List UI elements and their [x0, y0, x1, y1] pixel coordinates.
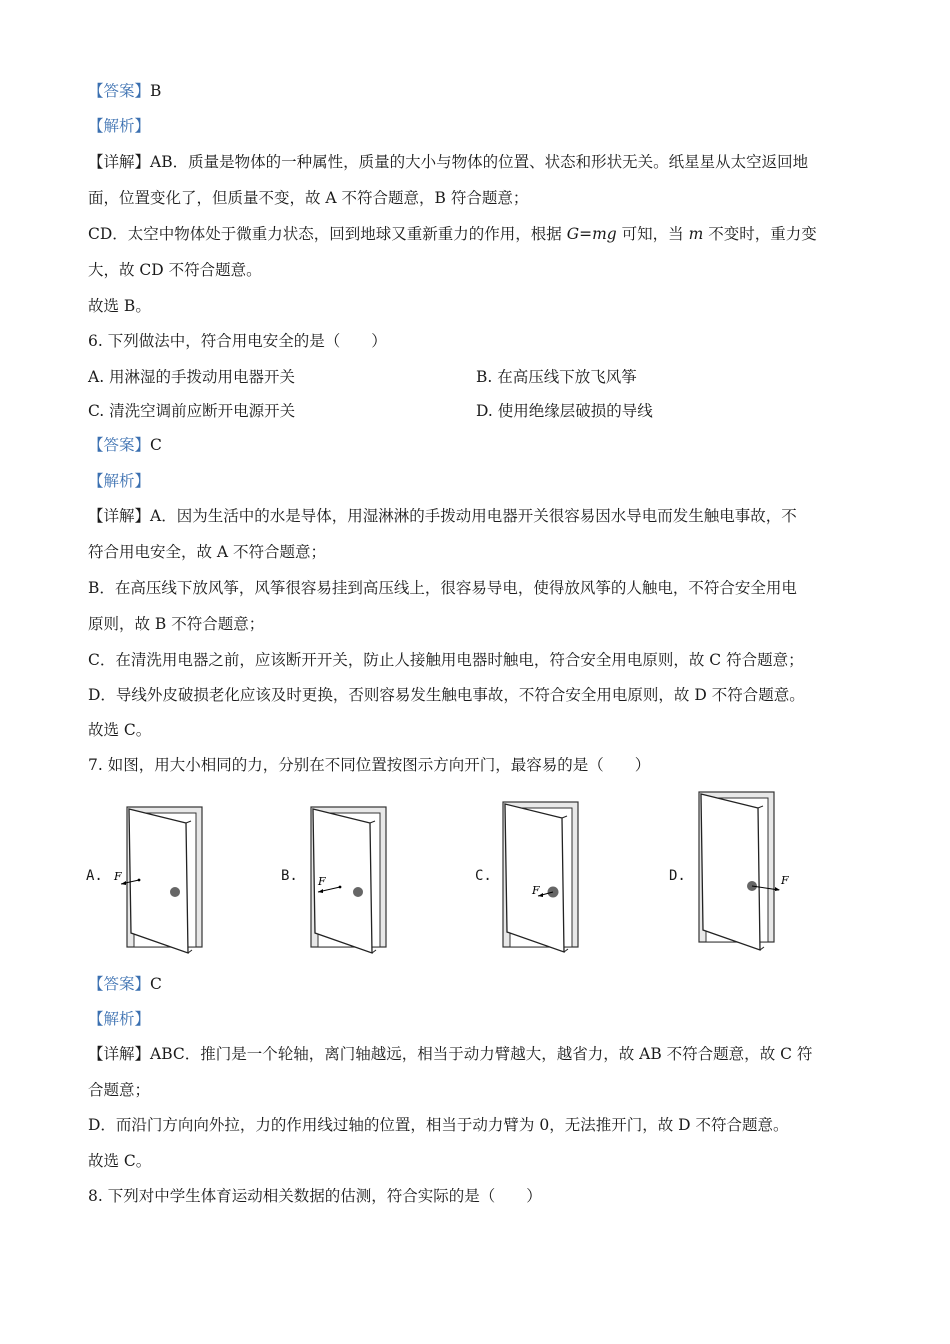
q6-detail-line-1: 【详解】A．因为生活中的水是导体，用湿淋淋的手拨动用电器开关很容易因水导电而发生触电事故，不	[88, 507, 797, 525]
q6-detail-line-2: 符合用电安全，故 A 不符合题意；	[88, 543, 327, 561]
q6-stem: 6. 下列做法中，符合用电安全的是（ ）	[88, 332, 387, 350]
door-figure-c	[484, 800, 584, 955]
q7-analysis-tag: 【解析】	[88, 1010, 151, 1028]
force-label-b: F	[318, 875, 326, 888]
q6-detail-line-6: D．导线外皮破损老化应该及时更换，否则容易发生触电事故，不符合安全用电原则，故 D 不符合题意。	[88, 686, 805, 704]
q7-detail-line-1: 【详解】ABC．推门是一个轮轴，离门轴越远，相当于动力臂越大，越省力，故 AB 不符合题意，故 C 符	[88, 1045, 813, 1063]
q6-option-d: D. 使用绝缘层破损的导线	[476, 402, 653, 420]
q6-analysis-tag: 【解析】	[88, 472, 151, 490]
q7-detail-line-2: 合题意；	[88, 1081, 151, 1099]
q5-analysis-tag: 【解析】	[88, 117, 151, 135]
q6-detail-line-5: C．在清洗用电器之前，应该断开开关，防止人接触用电器时触电，符合安全用电原则，故 C 符合题意；	[88, 651, 804, 669]
q6-detail-line-3: B．在高压线下放风筝，风筝很容易挂到高压线上，很容易导电，使得放风筝的人触电，不符合安全用电	[88, 579, 797, 597]
door-label-a: A.	[86, 868, 103, 884]
q6-conclusion: 故选 C。	[88, 721, 152, 739]
door-label-c: C.	[475, 868, 492, 884]
q5-detail-line-4: 大，故 CD 不符合题意。	[88, 261, 262, 279]
q6-option-b: B. 在高压线下放飞风筝	[476, 368, 637, 386]
q5-conclusion: 故选 B。	[88, 297, 151, 315]
q6-option-c: C. 清洗空调前应断开电源开关	[88, 402, 296, 420]
answer-tag: 【答案】	[88, 82, 151, 100]
q7-stem: 7. 如图，用大小相同的力，分别在不同位置按图示方向开门，最容易的是（ ）	[88, 756, 651, 774]
door-label-b: B.	[281, 868, 298, 884]
q6-answer: 【答案】C	[88, 436, 162, 454]
answer-value: B	[150, 82, 162, 100]
q8-stem: 8. 下列对中学生体育运动相关数据的估测，符合实际的是（ ）	[88, 1187, 542, 1205]
q7-answer: 【答案】C	[88, 975, 162, 993]
force-label-d: F	[781, 874, 789, 887]
force-label-c: F	[532, 884, 540, 897]
q6-option-a: A. 用淋湿的手拨动用电器开关	[88, 368, 296, 386]
q5-detail-line-2: 面，位置变化了，但质量不变，故 A 不符合题意，B 符合题意；	[88, 189, 529, 207]
door-label-d: D.	[669, 868, 686, 884]
formula: G=mg	[566, 225, 617, 243]
q7-detail-line-3: D．而沿门方向向外拉，力的作用线过轴的位置，相当于动力臂为 0，无法推开门，故 D 不符合题意。	[88, 1116, 789, 1134]
q6-detail-line-4: 原则，故 B 不符合题意；	[88, 615, 265, 633]
q5-detail-line-1: 【详解】AB．质量是物体的一种属性，质量的大小与物体的位置、状态和形状无关。纸星星从太空返回地	[88, 153, 809, 171]
door-figure-b	[292, 805, 392, 955]
door-figure-d	[680, 790, 800, 955]
q7-conclusion: 故选 C。	[88, 1152, 152, 1170]
detail-tag: 【详解】	[88, 153, 151, 171]
q5-answer	[88, 81, 878, 101]
mass-symbol: m	[688, 225, 704, 243]
door-figure-a	[108, 805, 208, 955]
q5-detail-line-3: CD．太空中物体处于微重力状态，回到地球又重新重力的作用，根据 G=mg 可知，当 m 不变时，重力变	[88, 225, 817, 243]
force-label-a: F	[114, 870, 122, 883]
